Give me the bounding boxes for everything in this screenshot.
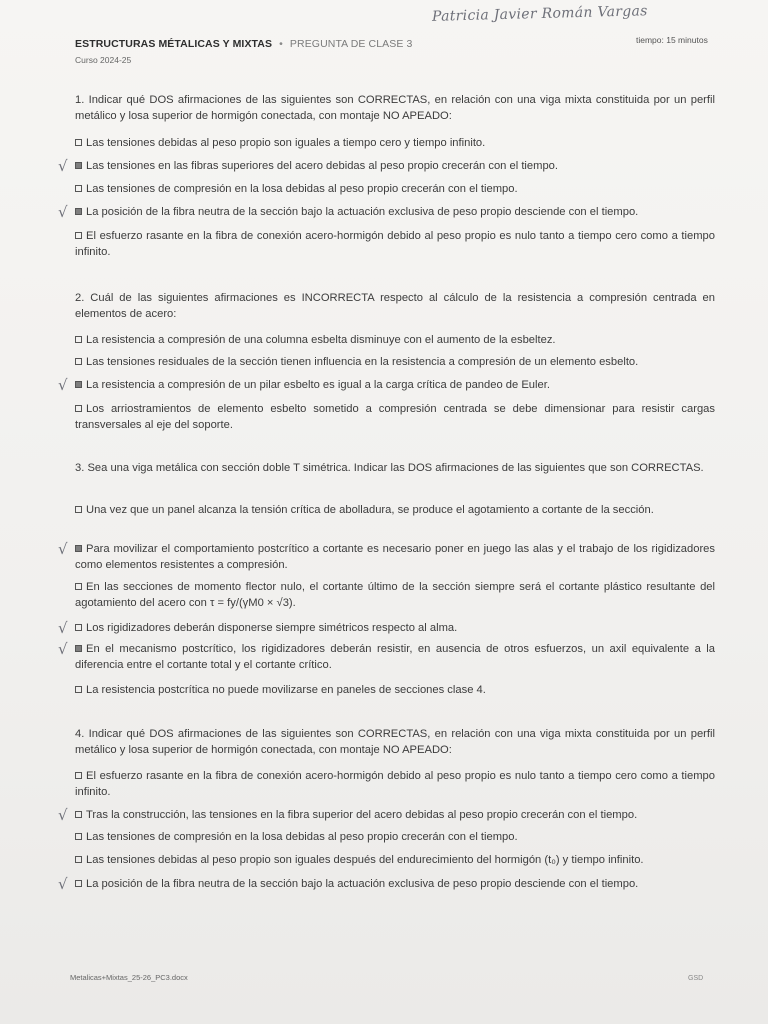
checkbox-empty[interactable]: [75, 624, 82, 631]
question-4-option[interactable]: [75, 808, 715, 824]
checkbox-empty[interactable]: [75, 506, 82, 513]
handwritten-tick-icon: √: [58, 540, 68, 558]
question-2-option[interactable]: [75, 378, 715, 394]
checkbox-empty[interactable]: [75, 358, 82, 365]
time-limit-label: tiempo: 15 minutos: [636, 35, 708, 45]
exam-subtitle: PREGUNTA DE CLASE 3: [289, 38, 413, 50]
footer-filename: Metalicas+Mixtas_25-26_PC3.docx: [70, 973, 188, 982]
option-text: Las tensiones debidas al peso propio son iguales después del endurecimiento del hormigón (t₀) y tiempo infinito.: [86, 854, 644, 866]
option-text: Los arriostramientos de elemento esbelto sometido a compresión centrada se debe dimensionar para resistir cargas transversales al eje del soporte.: [75, 403, 715, 431]
option-text: Las tensiones residuales de la sección tienen influencia en la resistencia a compresión de un elemento esbelto.: [86, 356, 639, 368]
question-4-option[interactable]: [75, 853, 715, 869]
option-text: Tras la construcción, las tensiones en la fibra superior del acero debidas al peso propio crecerán con el tiempo.: [86, 809, 638, 821]
checkbox-empty[interactable]: [75, 856, 82, 863]
checkbox-empty[interactable]: [75, 336, 82, 343]
question-1-text: 1. Indicar qué DOS afirmaciones de las siguientes son CORRECTAS, en relación con una viga mixta constituida por un perfil metálico y losa superior de hormigón conectada, con montaje NO APEADO:: [75, 94, 715, 122]
option-text: Una vez que un panel alcanza la tensión crítica de abolladura, se produce el agotamiento a cortante de la sección.: [86, 504, 654, 516]
option-text: El esfuerzo rasante en la fibra de conexión acero-hormigón debido al peso propio es nulo tanto a tiempo cero como a tiempo infinito.: [75, 230, 715, 258]
option-text: Las tensiones de compresión en la losa debidas al peso propio crecerán con el tiempo.: [86, 183, 518, 195]
option-text: La resistencia a compresión de una columna esbelta disminuye con el aumento de la esbeltez.: [86, 334, 556, 346]
question-3-text: 3. Sea una viga metálica con sección doble T simétrica. Indicar las DOS afirmaciones de las siguientes que son CORRECTAS.: [75, 462, 704, 474]
handwritten-tick-icon: √: [58, 640, 68, 658]
question-1-option[interactable]: [75, 159, 715, 175]
option-text: En el mecanismo postcrítico, los rigidizadores deberán resistir, en ausencia de otros esfuerzos, un axil equivalente a la diferencia entre el cortante total y el cortante crítico.: [75, 643, 715, 671]
title-separator: •: [279, 38, 283, 50]
option-text: El esfuerzo rasante en la fibra de conexión acero-hormigón debido al peso propio es nulo tanto a tiempo cero como a tiempo infinito.: [75, 770, 715, 798]
question-3-option[interactable]: [75, 621, 715, 637]
option-text: La posición de la fibra neutra de la sección bajo la actuación exclusiva de peso propio desciende con el tiempo.: [86, 206, 639, 218]
handwritten-student-name: Patricia Javier Román Vargas: [431, 3, 648, 25]
question-1-option[interactable]: [75, 182, 715, 198]
exam-title-main: ESTRUCTURAS MÉTALICAS Y MIXTAS: [75, 38, 273, 50]
question-3-option[interactable]: [75, 642, 715, 673]
checkbox-empty[interactable]: [75, 583, 82, 590]
checkbox-marked[interactable]: [75, 645, 82, 652]
question-2-text: 2. Cuál de las siguientes afirmaciones es INCORRECTA respecto al cálculo de la resistencia a compresión centrada en elementos de acero:: [75, 292, 715, 320]
checkbox-empty[interactable]: [75, 686, 82, 693]
checkbox-empty[interactable]: [75, 232, 82, 239]
exam-title: [75, 38, 412, 50]
question-1-option[interactable]: [75, 136, 715, 152]
checkbox-marked[interactable]: [75, 162, 82, 169]
question-3-option[interactable]: [75, 683, 715, 699]
checkbox-marked[interactable]: [75, 545, 82, 552]
course-label: Curso 2024-25: [75, 55, 132, 65]
handwritten-tick-icon: √: [58, 157, 68, 175]
question-3-option[interactable]: [75, 542, 715, 573]
question-1-option[interactable]: [75, 229, 715, 260]
checkbox-marked[interactable]: [75, 208, 82, 215]
checkbox-empty[interactable]: [75, 185, 82, 192]
checkbox-empty[interactable]: [75, 880, 82, 887]
option-text: En las secciones de momento flector nulo, el cortante último de la sección siempre será el cortante plástico resultante del agotamiento del acero con τ = fy/(γM0 × √3).: [75, 581, 715, 609]
question-3-option[interactable]: [75, 580, 715, 611]
checkbox-empty[interactable]: [75, 772, 82, 779]
checkbox-empty[interactable]: [75, 405, 82, 412]
question-2-option[interactable]: [75, 333, 715, 349]
checkbox-empty[interactable]: [75, 139, 82, 146]
footer-code: GSD: [688, 975, 704, 982]
question-1-option[interactable]: [75, 205, 715, 221]
option-text: Para movilizar el comportamiento postcrítico a cortante es necesario poner en juego las alas y el trabajo de los rigidizadores como elementos resistentes a compresión.: [75, 543, 715, 571]
question-4-option[interactable]: [75, 769, 715, 800]
handwritten-tick-icon: √: [58, 806, 68, 824]
checkbox-empty[interactable]: [75, 811, 82, 818]
question-2-option[interactable]: [75, 355, 715, 371]
option-text: Los rigidizadores deberán disponerse siempre simétricos respecto al alma.: [86, 622, 458, 634]
option-text: La resistencia postcrítica no puede movilizarse en paneles de secciones clase 4.: [86, 684, 486, 696]
handwritten-tick-icon: √: [58, 376, 68, 394]
question-3-option[interactable]: [75, 503, 715, 519]
option-text: La resistencia a compresión de un pilar esbelto es igual a la carga crítica de pandeo de Euler.: [86, 379, 550, 391]
checkbox-empty[interactable]: [75, 833, 82, 840]
option-text: Las tensiones debidas al peso propio son iguales a tiempo cero y tiempo infinito.: [86, 137, 486, 149]
question-4-option[interactable]: [75, 877, 715, 893]
handwritten-tick-icon: √: [58, 619, 68, 637]
option-text: La posición de la fibra neutra de la sección bajo la actuación exclusiva de peso propio desciende con el tiempo.: [86, 878, 639, 890]
handwritten-tick-icon: √: [58, 875, 68, 893]
handwritten-tick-icon: √: [58, 203, 68, 221]
question-2-option[interactable]: [75, 402, 715, 433]
option-text: Las tensiones en las fibras superiores del acero debidas al peso propio crecerán con el tiempo.: [86, 160, 559, 172]
question-4-text: 4. Indicar qué DOS afirmaciones de las siguientes son CORRECTAS, en relación con una viga mixta constituida por un perfil metálico y losa superior de hormigón conectada, con montaje NO APEADO:: [75, 728, 715, 756]
option-text: Las tensiones de compresión en la losa debidas al peso propio crecerán con el tiempo.: [86, 831, 518, 843]
checkbox-marked[interactable]: [75, 381, 82, 388]
question-4-option[interactable]: [75, 830, 715, 846]
